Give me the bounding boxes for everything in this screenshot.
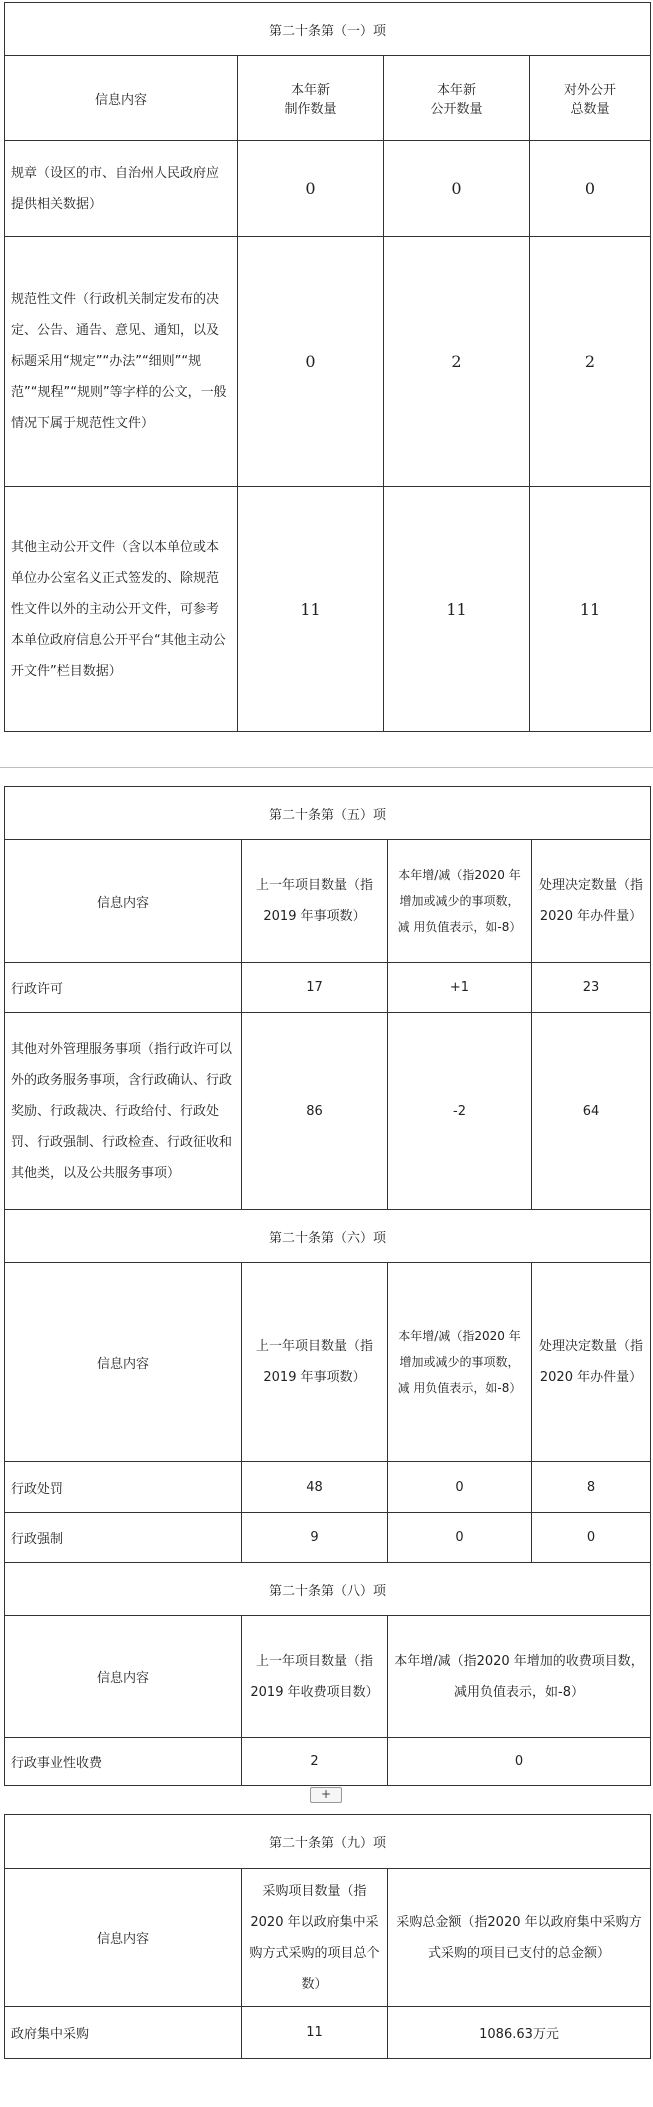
table-item-9: [4, 1814, 651, 2059]
cell-value: 0: [388, 1513, 532, 1563]
header-total-published: 对外公开 总数量: [530, 56, 651, 141]
row-label: 行政强制: [5, 1513, 242, 1563]
cell-value: 0: [388, 1462, 532, 1513]
header-new-produced: 本年新 制作数量: [238, 56, 384, 141]
cell-value: 11: [242, 2007, 388, 2059]
cell-value: 11: [238, 487, 384, 732]
header-year-change: 本年增/减（指2020 年增加或减少的事项数，减 用负值表示，如-8）: [388, 1263, 532, 1462]
cell-value: 2: [530, 237, 651, 487]
cell-value: 2: [242, 1738, 388, 1786]
header-info-content: 信息内容: [5, 1869, 242, 2007]
table-item-8: [4, 1562, 651, 1786]
expand-button[interactable]: +: [310, 1787, 342, 1803]
cell-value: 17: [242, 963, 388, 1013]
cell-value: 1086.63万元: [388, 2007, 651, 2059]
table-item-5: [4, 786, 651, 1210]
row-label: 政府集中采购: [5, 2007, 242, 2059]
header-year-change: 本年增/减（指2020 年增加或减少的事项数，减 用负值表示，如-8）: [388, 840, 532, 963]
header-new-published: 本年新 公开数量: [384, 56, 530, 141]
header-year-fee-change: 本年增/减（指2020 年增加的收费项目数，减用负值表示，如-8）: [388, 1616, 651, 1738]
header-purchase-count: 采购项目数量（指 2020 年以政府集中采购方式采购的项目总个数）: [242, 1869, 388, 2007]
header-info-content: 信息内容: [5, 1263, 242, 1462]
row-label: 其他主动公开文件（含以本单位或本单位办公室名义正式签发的、除规范性文件以外的主动公开文件，可参考本单位政府信息公开平台“其他主动公开文件”栏目数据）: [5, 487, 238, 732]
header-decision-count: 处理决定数量（指2020 年办件量）: [532, 1263, 651, 1462]
table-9-title: 第二十条第（九）项: [5, 1815, 651, 1869]
section-divider: [0, 767, 653, 768]
cell-value: 9: [242, 1513, 388, 1563]
header-info-content: 信息内容: [5, 840, 242, 963]
cell-value: 0: [238, 237, 384, 487]
header-decision-count: 处理决定数量（指2020 年办件量）: [532, 840, 651, 963]
cell-value: 0: [384, 141, 530, 237]
table-6-title: 第二十条第（六）项: [5, 1210, 651, 1263]
row-label: 其他对外管理服务事项（指行政许可以外的政务服务事项，含行政确认、行政奖励、行政裁决、行政给付、行政处罚、行政强制、行政检查、行政征收和其他类，以及公共服务事项）: [5, 1013, 242, 1210]
row-label: 行政许可: [5, 963, 242, 1013]
row-label: 规章（设区的市、自治州人民政府应提供相关数据）: [5, 141, 238, 237]
row-label: 行政事业性收费: [5, 1738, 242, 1786]
table-5-title: 第二十条第（五）项: [5, 787, 651, 840]
cell-value: 11: [384, 487, 530, 732]
cell-value: 0: [532, 1513, 651, 1563]
cell-value: 0: [388, 1738, 651, 1786]
header-purchase-amount: 采购总金额（指2020 年以政府集中采购方式采购的项目已支付的总金额）: [388, 1869, 651, 2007]
cell-value: 11: [530, 487, 651, 732]
table-item-6: [4, 1209, 651, 1563]
row-label: 规范性文件（行政机关制定发布的决定、公告、通告、意见、通知，以及标题采用“规定”“办法”“细则”“规范”“规程”“规则”等字样的公文，一般情况下属于规范性文件）: [5, 237, 238, 487]
cell-value: 23: [532, 963, 651, 1013]
header-prev-year-fee-count: 上一年项目数量（指2019 年收费项目数）: [242, 1616, 388, 1738]
cell-value: 64: [532, 1013, 651, 1210]
header-info-content: 信息内容: [5, 1616, 242, 1738]
table-item-1: [4, 2, 651, 732]
cell-value: 86: [242, 1013, 388, 1210]
table-8-title: 第二十条第（八）项: [5, 1563, 651, 1616]
header-prev-year-count: 上一年项目数量（指2019 年事项数）: [242, 840, 388, 963]
cell-value: 8: [532, 1462, 651, 1513]
row-label: 行政处罚: [5, 1462, 242, 1513]
cell-value: 48: [242, 1462, 388, 1513]
cell-value: 0: [238, 141, 384, 237]
header-info-content: 信息内容: [5, 56, 238, 141]
cell-value: 0: [530, 141, 651, 237]
cell-value: -2: [388, 1013, 532, 1210]
cell-value: 2: [384, 237, 530, 487]
cell-value: +1: [388, 963, 532, 1013]
table-1-title: 第二十条第（一）项: [5, 3, 651, 56]
header-prev-year-count: 上一年项目数量（指2019 年事项数）: [242, 1263, 388, 1462]
